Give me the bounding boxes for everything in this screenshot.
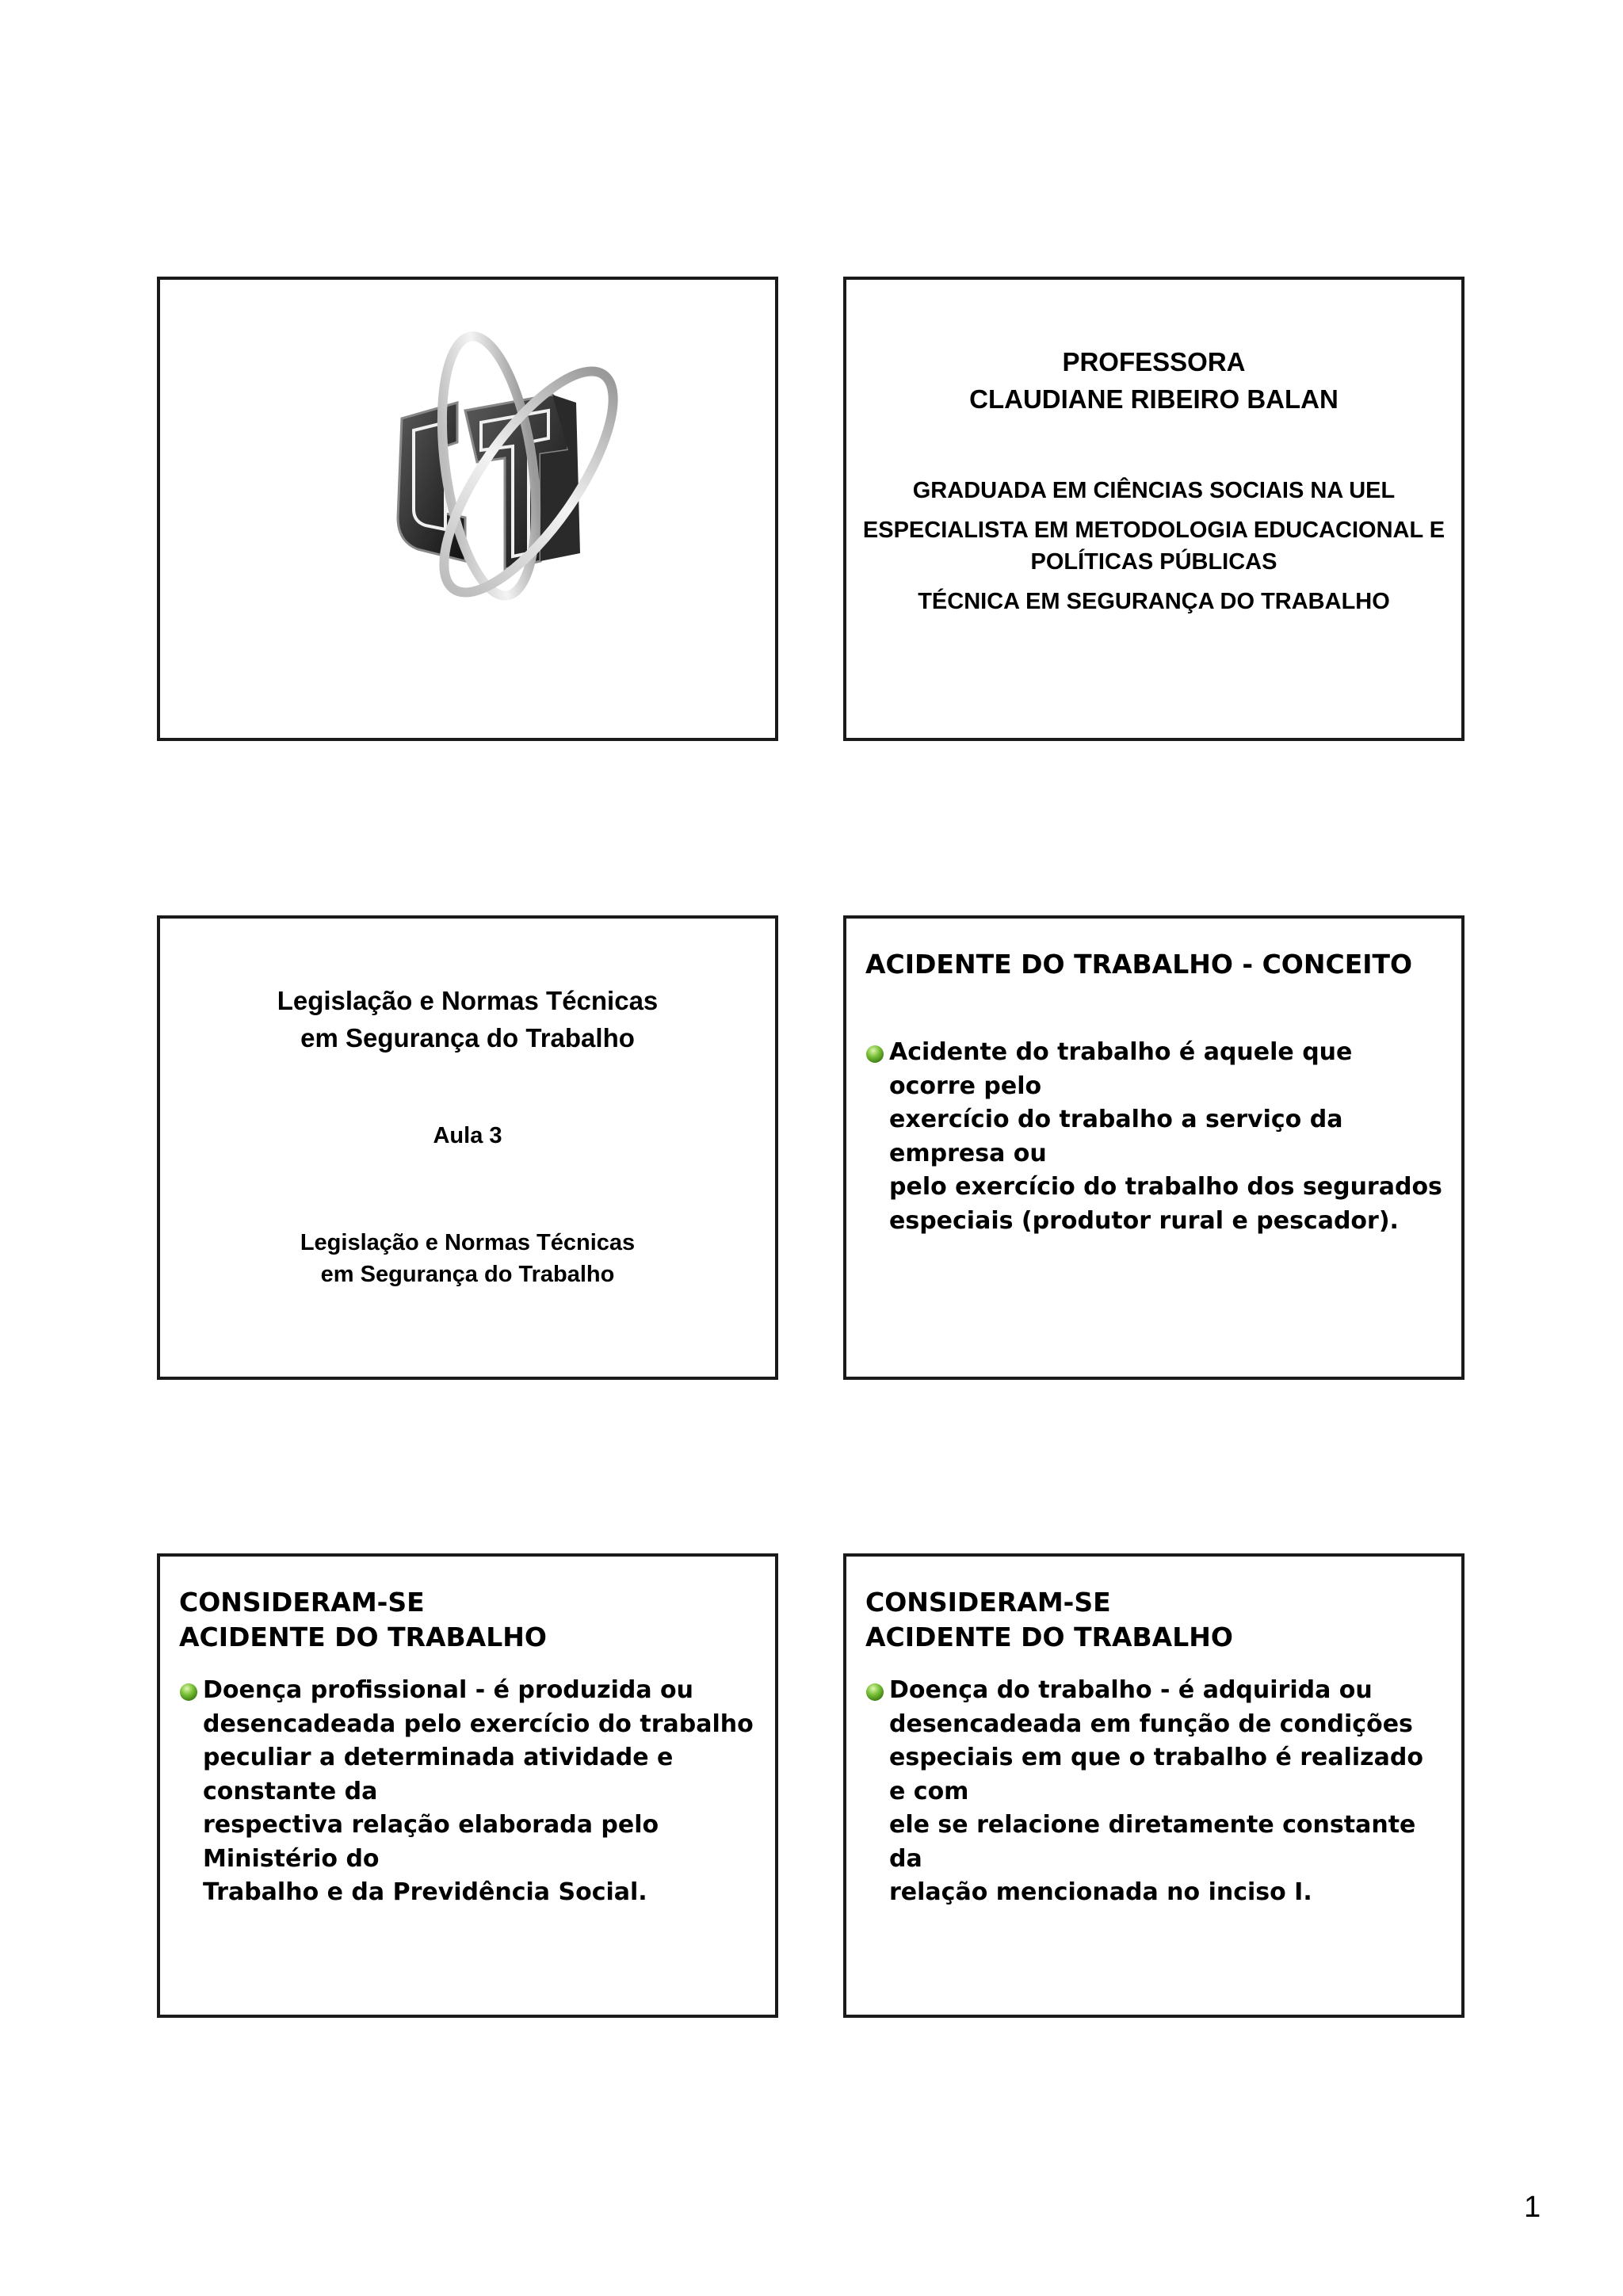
- slide-professor: [843, 277, 1465, 741]
- course-title: [160, 982, 775, 1056]
- lesson-number: Aula 3: [433, 1123, 502, 1148]
- bullet-text: [889, 1674, 1445, 1910]
- slide-concept: [843, 915, 1465, 1380]
- bullet-line: peculiar a determinada atividade e constante da: [203, 1744, 674, 1805]
- page-number: 1: [1524, 2191, 1541, 2224]
- title-line: PROFESSORA: [1062, 347, 1246, 376]
- credential-line: GRADUADA EM CIÊNCIAS SOCIAIS NA UEL: [912, 478, 1396, 503]
- bullet-item: [865, 1674, 1445, 1910]
- slide-logo: [157, 277, 778, 741]
- slide-work-disease: [843, 1553, 1465, 2018]
- professor-title: [846, 343, 1461, 418]
- university-logo-icon: [370, 323, 655, 617]
- course-subtitle: [160, 1227, 775, 1290]
- title-line: CONSIDERAM-SE: [179, 1587, 425, 1618]
- bullet-line: Acidente do trabalho é aquele que ocorre pelo: [889, 1038, 1353, 1100]
- credential-line: ESPECIALISTA EM METODOLOGIA EDUCACIONAL E: [862, 518, 1445, 543]
- slide-title: [865, 1585, 1233, 1655]
- title-line: em Segurança do Trabalho: [300, 1023, 635, 1052]
- title-line: ACIDENTE DO TRABALHO: [865, 1622, 1233, 1652]
- bullet-line: ele se relacione diretamente constante da: [889, 1811, 1416, 1873]
- bullet-line: desencadeada em função de condições: [889, 1710, 1413, 1738]
- slide-title: [179, 1585, 547, 1655]
- bullet-line: Trabalho e da Previdência Social.: [203, 1878, 647, 1906]
- green-sphere-icon: [179, 1683, 198, 1702]
- green-sphere-icon: [865, 1683, 884, 1702]
- slide-title: ACIDENTE DO TRABALHO - CONCEITO: [865, 949, 1413, 980]
- bullet-item: [179, 1674, 759, 1910]
- title-line: CONSIDERAM-SE: [865, 1587, 1111, 1618]
- bullet-line: especiais (produtor rural e pescador).: [889, 1206, 1399, 1235]
- subtitle-line: Legislação e Normas Técnicas: [300, 1230, 636, 1255]
- professor-name: CLAUDIANE RIBEIRO BALAN: [969, 384, 1338, 414]
- slide-course-title: [157, 915, 778, 1380]
- lesson-label: [160, 1119, 775, 1152]
- bullet-line: pelo exercício do trabalho dos segurados: [889, 1173, 1442, 1201]
- green-sphere-icon: [865, 1045, 884, 1064]
- bullet-line: respectiva relação elaborada pelo Ministério do: [203, 1811, 659, 1873]
- title-line: Legislação e Normas Técnicas: [277, 986, 659, 1015]
- credential-line: TÉCNICA EM SEGURANÇA DO TRABALHO: [918, 589, 1390, 614]
- bullet-text: [889, 1036, 1445, 1238]
- bullet-line: exercício do trabalho a serviço da empresa ou: [889, 1106, 1343, 1167]
- subtitle-line: em Segurança do Trabalho: [320, 1262, 615, 1287]
- credential-line: POLÍTICAS PÚBLICAS: [1030, 549, 1277, 575]
- slide-occupational-disease: [157, 1553, 778, 2018]
- bullet-item: [865, 1036, 1445, 1238]
- title-line: ACIDENTE DO TRABALHO: [179, 1622, 547, 1652]
- bullet-line: desencadeada pelo exercício do trabalho: [203, 1710, 754, 1738]
- bullet-line: Doença do trabalho - é adquirida ou: [889, 1676, 1373, 1704]
- bullet-line: especiais em que o trabalho é realizado e com: [889, 1744, 1423, 1805]
- bullet-line: relação mencionada no inciso I.: [889, 1878, 1312, 1906]
- bullet-text: [203, 1674, 759, 1910]
- credentials: [846, 475, 1461, 617]
- bullet-line: Doença profissional - é produzida ou: [203, 1676, 694, 1704]
